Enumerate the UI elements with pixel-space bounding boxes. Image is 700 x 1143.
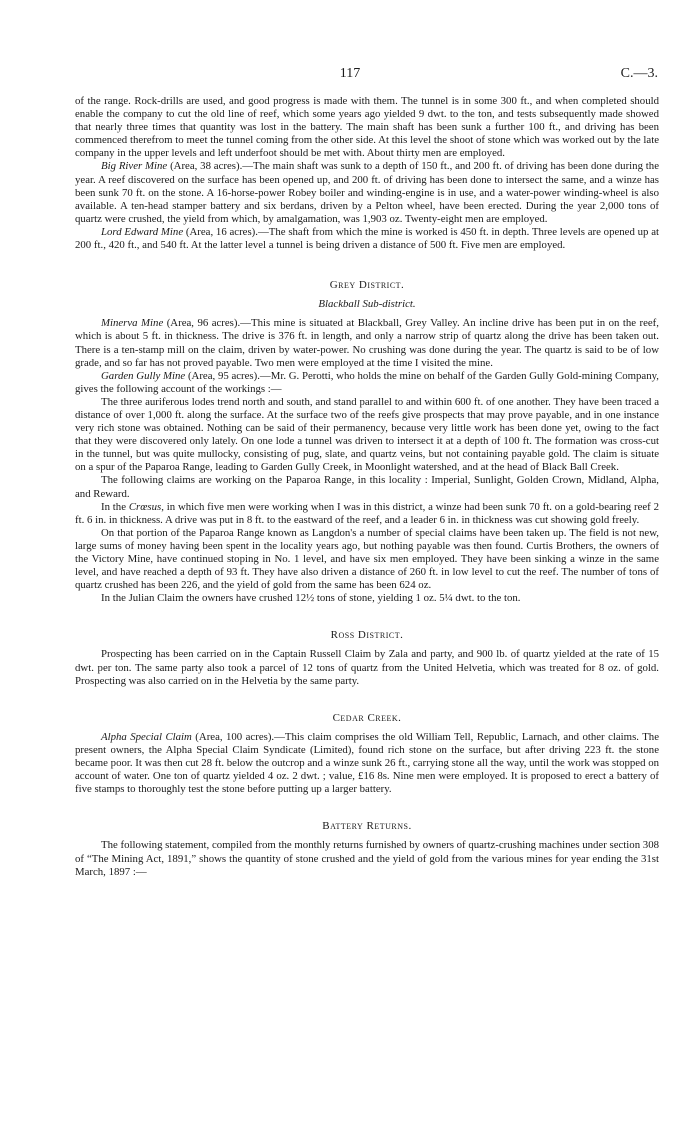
subsection-title-blackball: Blackball Sub-district. <box>318 298 416 311</box>
mine-name-garden-gully: Garden Gully Mine <box>101 369 186 382</box>
paragraph-croesus <box>75 501 659 527</box>
paragraph-auriferous-lodes: The three auriferous lodes trend north and south, and stand parallel to and within 600 ft. of one another. They have been traced a distance of over 1,000 ft. along the surface. At the surface two of the reefs give prospects that may prove payable, and in one instance very rich stone was obtained. Nothing can be said of their permanency, because very little work has been done yet, owing to the fact that they were discovered only lately. On one lode a tunnel was driven to intersect it at a depth of 100 ft. The formation was cross-cut in the tunnel, but was quite mullocky, consisting of pug, slate, and quartz veins, but not containing payable gold. The claim is situate on a spur of the Paparoa Range, leading to Garden Gully Creek, in Moonlight watershed, and at the head of Black Ball Creek. <box>75 395 659 474</box>
mine-name-big-river: Big River Mine <box>101 160 168 173</box>
alpha-text: (Area, 100 acres).—This claim comprises the old William Tell, Republic, Larnach, and other claims. The present owners, the Alpha Special Claim Syndicate (Limited), found rich stone on the surface, but after driving 223 ft. the stone became poor. It was then cut 28 ft. below the outcrop and a winze sunk 26 ft., carrying stone all the way, until the work was stopped on account of water. One ton of quartz yielded 4 oz. 2 dwt. ; value, £16 8s. Nine men were employed. It is proposed to erect a battery of five stamps to thoroughly test the stone before putting up a larger battery. <box>75 730 659 796</box>
paragraph-ross-prospecting: Prospecting has been carried on in the Captain Russell Claim by Zala and party, and 900 lb. of quartz yielded at the rate of 15 dwt. per ton. The same party also took a parcel of 12 tons of quartz from the United Helvetia, which was treated for 8 oz. of gold. Prospecting was also carried on in the Helvetia by the same party. <box>75 648 659 687</box>
paragraph-alpha-special-claim <box>75 731 659 796</box>
section-title-cedar-creek: Cedar Creek. <box>332 711 402 724</box>
section-title-battery-returns: Battery Returns. <box>322 820 412 833</box>
paragraph-garden-gully-mine <box>75 370 659 396</box>
paragraph-lord-edward-mine <box>75 226 659 252</box>
paragraph-big-river-mine <box>75 160 659 225</box>
page-number: 117 <box>339 66 361 81</box>
paragraph-langdons: On that portion of the Paparoa Range known as Langdon's a number of special claims have been taken up. The field is not new, large sums of money having been spent in the locality years ago, but nothing payable was then found. Curtis Brothers, the owners of the Victory Mine, have continued stoping in No. 1 level, and have six men employed. They have been sinking a winze in the same level, and have reached a depth of 93 ft. They have also driven a distance of 260 ft. in low level to cut the reef. The number of tons of quartz crushed has been 226, and the yield of gold from the same has been 624 oz. <box>75 526 659 592</box>
paragraph-minerva-mine <box>75 317 659 369</box>
big-river-text: (Area, 38 acres).—The main shaft was sunk to a depth of 150 ft., and 200 ft. of driving has been done during the year. A reef discovered on the surface has been opened up, and 200 ft. of driving has been done to intersect the same, and a winze has been sunk 70 ft. on the stone. A 16-horse-power Robey boiler and winding-engine is in use, and a water-power winding-wheel is also available. A ten-head stamper battery and six berdans, driven by a Pelton wheel, have been erected. During the year 2,000 tons of quartz were crushed, the yield from which, by amalgamation, was 1,903 oz. Twenty-eight men are employed. <box>75 160 659 225</box>
section-title-grey-district: Grey District. <box>329 279 405 292</box>
section-title-ross-district: Ross District. <box>330 629 404 642</box>
mine-name-minerva: Minerva Mine <box>101 317 164 330</box>
croesus-pre: In the <box>101 500 129 513</box>
document-code: C.—3. <box>620 66 658 81</box>
document-body <box>75 95 659 879</box>
minerva-text: (Area, 96 acres).—This mine is situated at Blackball, Grey Valley. An incline drive has been put in on the reef, which is about 5 ft. in thickness. The drive is 376 ft. in length, and only a narrow strip of quartz along the drive has been taken out. There is a ten-stamp mill on the claim, driven by water-power. No crushing was done during the year. The quartz is said to be of low grade, and so far has not proved payable. Two men were employed at the time I visited the mine. <box>75 317 659 369</box>
garden-gully-text: (Area, 95 acres).—Mr. G. Perotti, who holds the mine on behalf of the Garden Gully Gold-mining Company, gives the following account of the workings :— <box>75 369 660 395</box>
claim-name-croesus: Crœsus <box>128 500 162 513</box>
croesus-text: , in which five men were working when I was in this district, a winze had been sunk 70 ft. on a gold-bearing reef 2 ft. 6 in. in thickness. A drive was put in 8 ft. to the eastward of the reef, and a leader 6 in. in thickness was cut showing gold freely. <box>75 500 659 526</box>
lord-edward-text: (Area, 16 acres).—The shaft from which the mine is worked is 450 ft. in depth. Three levels are opened up at 200 ft., 420 ft., and 540 ft. At the latter level a tunnel is being driven a distance of 500 ft. Five men are employed. <box>75 225 659 252</box>
paragraph-battery-statement: The following statement, compiled from the monthly returns furnished by owners of quartz-crushing machines under section 308 of “The Mining Act, 1891,” shows the quantity of stone crushed and the yield of gold from the various mines for year ending the 31st March, 1897 :— <box>75 839 660 878</box>
paragraph-paparoa-claims: The following claims are working on the Paparoa Range, in this locality : Imperial, Sunlight, Golden Crown, Midland, Alpha, and Reward. <box>75 474 659 500</box>
paragraph-julian-claim: In the Julian Claim the owners have crushed 12½ tons of stone, yielding 1 oz. 5¼ dwt. to the ton. <box>101 592 521 605</box>
mine-name-lord-edward: Lord Edward Mine <box>101 225 184 238</box>
claim-name-alpha: Alpha Special Claim <box>101 730 192 743</box>
paragraph-range-continuation: of the range. Rock-drills are used, and good progress is made with them. The tunnel is in some 300 ft., and when completed should enable the company to cut the old line of reef, which some years ago yielded 9 dwt. to the ton, and tests subsequently made showed that nearly three times that quantity was lost in the battery. The main shaft has been sunk a further 100 ft., and driving has been commenced therefrom to meet the tunnel coming from the other side. At this level the shoot of stone which was worked out by the late company in the upper levels and left underfoot should be met with. About thirty men are employed. <box>75 95 659 160</box>
